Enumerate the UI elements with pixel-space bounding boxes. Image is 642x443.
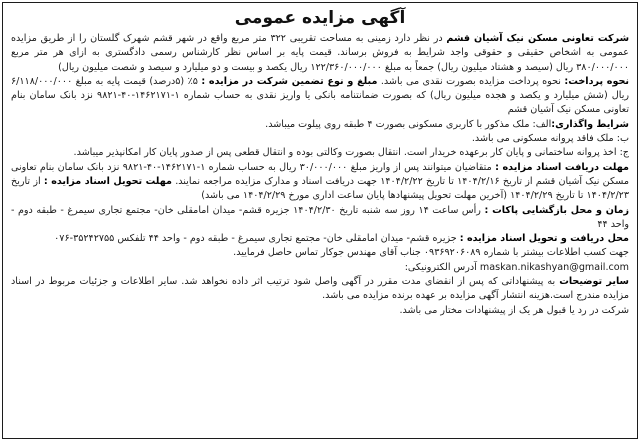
documents-label: مهلت دریافت اسناد مزایده : bbox=[495, 161, 629, 173]
documents-paragraph bbox=[11, 161, 629, 204]
guarantee-text: ۵٪ (۵درصد) قیمت پایه به مبلغ ۶/۱۱۸/۰۰۰/۰۰۰ ریال (شش میلیارد و یکصد و هجده میلیون ریال) که بصورت ضمانتنامه بانکی یا واریز نقدی به حساب شماره ۱-۱۴۶۲۱۷۱-۴۰-۹۸۲۱ نزد بانک سامان بنام تعاونی مسکن نیک آشیان قشم bbox=[11, 75, 630, 116]
condition-a: الف: ملک مذکور با کاربری مسکونی بصورت ۴ طبقه روی پیلوت میباشد. bbox=[265, 118, 552, 130]
notes-line-2: شرکت در رد یا قبول هر یک از پیشنهادات مختار می باشد. bbox=[399, 304, 629, 316]
delivery-paragraph bbox=[11, 232, 629, 246]
notice-title: آگهی مزایده عمومی bbox=[234, 8, 406, 28]
payment-label: نحوه پرداخت: bbox=[564, 75, 629, 87]
condition-c: ج: اخذ پروانه ساختمانی و پایان کار برعهده خریدار است. انتقال بصورت وکالتی بوده و انتقال قطعی پس از صدور پایان کار امکانپذیر میباشد. bbox=[73, 147, 629, 159]
email-label: آدرس الکترونیکی: bbox=[404, 261, 480, 273]
email-address: maskan.nikashyan@gmail.com bbox=[479, 261, 629, 273]
auction-notice bbox=[2, 2, 638, 439]
guarantee-label: مبلغ و نوع تضمین شرکت در مزایده : bbox=[201, 75, 378, 87]
payment-text: نحوه پرداخت مزایده بصورت نقدی می باشد. bbox=[377, 75, 565, 87]
condition-b: ب: ملک فاقد پروانه مسکونی می باشد. bbox=[471, 133, 629, 145]
organization-name: شرکت تعاونی مسکن نیک آشیان قشم bbox=[446, 33, 630, 44]
contact-line: جهت کسب اطلاعات بیشتر با شماره ۰۹۳۶۹۲۰۶۰۸۹ جناب آقای مهندس جوکار تماس حاصل فرمایید. bbox=[233, 247, 629, 259]
conditions-label: شرایط واگذاری: bbox=[551, 118, 629, 130]
opening-paragraph bbox=[11, 204, 629, 233]
notes-paragraph bbox=[11, 275, 629, 304]
payment-paragraph bbox=[11, 75, 629, 118]
documents-text: متقاضیان میتوانند پس از واریز مبلغ ۳۰/۰۰۰/۰۰۰ ریال به حساب شماره ۱-۱۴۶۲۱۷۱-۴۰-۹۸۲۱ نزد بانک سامان بنام تعاونی مسکن نیک آشیان قشم از تاریخ ۱۴۰۴/۲/۱۶ تا تاریخ ۱۴۰۴/۲/۲۲ جهت دریافت اسناد و مدارک مزایده مراجعه نمایند. bbox=[11, 161, 629, 187]
opening-text: رأس ساعت ۱۴ روز سه شنبه تاریخ ۱۴۰۴/۲/۳۰ جزیره قشم- میدان امامقلی خان- مجتمع تجاری سیمرغ - طبقه دوم - واحد ۴۴ bbox=[11, 204, 629, 230]
delivery-text: جزیره قشم- میدان امامقلی خان- مجتمع تجاری سیمرغ - طبقه دوم - واحد ۴۴ تلفکس ۳۵۲۴۲۷۵۵-۰۷۶ bbox=[54, 233, 460, 245]
intro-paragraph bbox=[11, 32, 629, 75]
opening-label: زمان و محل بازگشایی پاکات : bbox=[484, 204, 630, 216]
conditions-line-a bbox=[11, 118, 629, 132]
deadline-label: مهلت تحویل اسناد مزایده : bbox=[43, 175, 172, 187]
notice-body bbox=[3, 32, 637, 318]
notes-label: سایر توضیحات bbox=[559, 276, 629, 288]
deadline-text: از تاریخ ۱۴۰۴/۲/۲۳ تا تاریخ ۱۴۰۴/۲/۲۹ (آخرین مهلت تحویل پیشنهادها پایان ساعت اداری مورخ ۱۴۰۴/۲/۲۹ می باشد) bbox=[11, 175, 629, 202]
email-line bbox=[11, 261, 629, 275]
delivery-label: محل دریافت و تحویل اسناد مزایده : bbox=[459, 233, 629, 245]
notes-text: به پیشنهاداتی که پس از انقضای مدت مقرر در آگهی واصل شود ترتیب اثر داده نخواهد شد. سایر اطلاعات و جزئیات مربوط در اسناد مزایده مندرج است.هزینه انتشار آگهی مزایده بر عهده برنده مزایده می باشد. bbox=[11, 276, 629, 302]
intro-text: در نظر دارد زمینی به مساحت تقریبی ۳۲۲ متر مربع واقع در شهر قشم شهرک گلستان را از طریق مزایده عمومی به اشخاص حقیقی و حقوقی واجد شرایط به فروش برساند. قیمت پایه بر اساس نظر کارشناس رسمی دادگستری به ازای هر متر مربع ۳۸۰/۰۰۰/۰۰۰ ریال (سیصد و هشتاد میلیون ریال) جمعاً به مبلغ ۱۲۲/۳۶۰/۰۰۰/۰۰۰ ریال یکصد و بیست و دو میلیارد و سیصد و شصت میلیون ریال) bbox=[11, 33, 629, 73]
